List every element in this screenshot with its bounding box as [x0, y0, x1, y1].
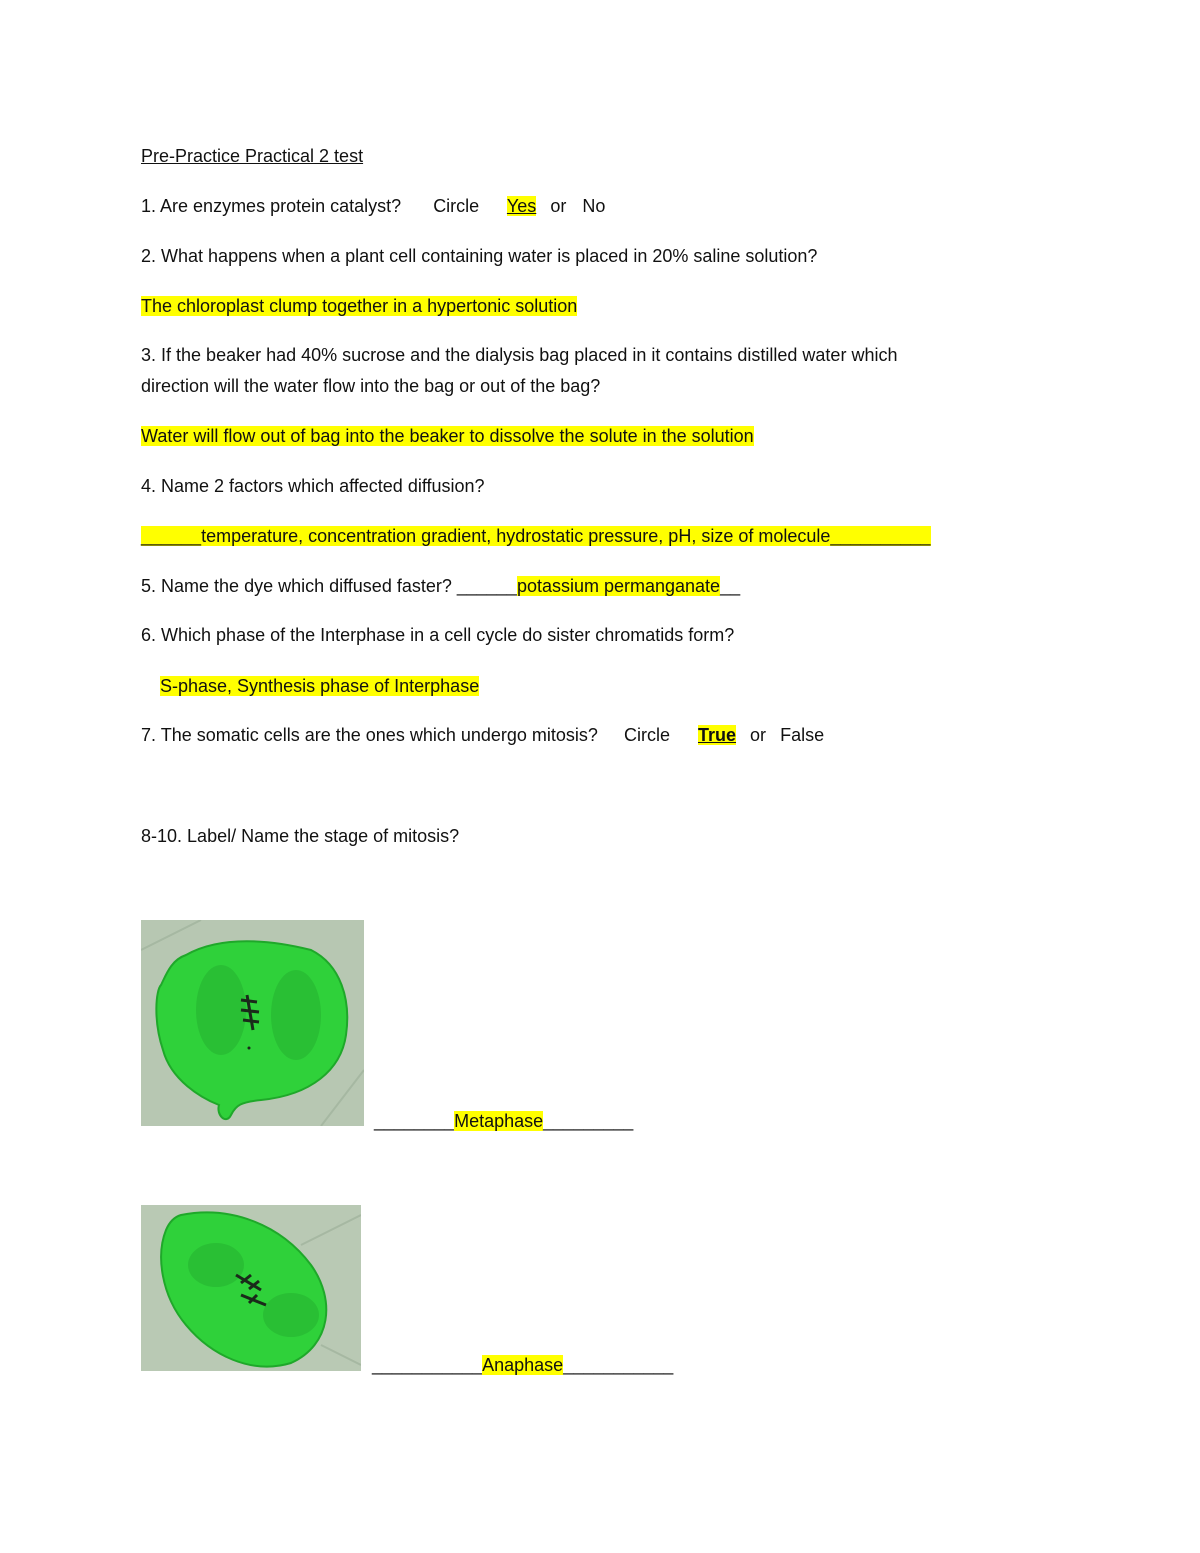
question-3 — [141, 343, 897, 367]
question-number: 5. — [141, 576, 157, 596]
question-3-answer — [141, 424, 754, 448]
answer-text: The chloroplast clump together in a hypertonic solution — [141, 296, 578, 316]
question-1 — [141, 194, 605, 218]
question-4-answer — [141, 524, 931, 548]
answer-text: Anaphase — [482, 1355, 564, 1375]
question-text: Which phase of the Interphase in a cell cycle do sister chromatids form? — [161, 625, 735, 645]
anaphase-cell-drawing — [141, 1205, 361, 1371]
or-label: or — [750, 725, 767, 745]
answer-true: True — [698, 725, 737, 745]
question-number: 1. — [141, 196, 157, 216]
question-6-answer — [160, 674, 479, 698]
question-text-line1: If the beaker had 40% sucrose and the dialysis bag placed in it contains distilled water which — [161, 345, 898, 365]
circle-label: Circle — [433, 196, 480, 216]
anaphase-answer-line — [372, 1353, 673, 1377]
question-number: 3. — [141, 345, 157, 365]
question-number: 6. — [141, 625, 157, 645]
question-number: 8-10. — [141, 826, 183, 846]
question-7 — [141, 723, 824, 747]
question-2-answer — [141, 294, 577, 318]
question-text: Are enzymes protein catalyst? — [160, 196, 402, 216]
question-number: 7. — [141, 725, 157, 745]
question-5 — [141, 574, 740, 598]
page-title: Pre-Practice Practical 2 test — [141, 146, 364, 166]
question-number: 4. — [141, 476, 157, 496]
answer-text: Metaphase — [454, 1111, 544, 1131]
question-8-10 — [141, 824, 459, 848]
circle-label: Circle — [623, 725, 670, 745]
metaphase-cell-image — [141, 920, 364, 1126]
metaphase-answer-line — [374, 1109, 633, 1133]
question-6 — [141, 623, 734, 647]
blank-pre: ________ — [374, 1111, 455, 1131]
metaphase-cell-drawing — [141, 920, 364, 1126]
option-false: False — [780, 725, 825, 745]
answer-text: Water will flow out of bag into the beaker to dissolve the solute in the solution — [141, 426, 754, 446]
question-4 — [141, 474, 485, 498]
blank-post: _________ — [543, 1111, 634, 1131]
answer-text: potassium permanganate — [516, 576, 721, 596]
or-label: or — [550, 196, 567, 216]
answer-trail: __ — [720, 576, 741, 596]
question-text: What happens when a plant cell containing water is placed in 20% saline solution? — [161, 246, 818, 266]
blank-pre: ___________ — [372, 1355, 483, 1375]
question-text: Label/ Name the stage of mitosis? — [187, 826, 460, 846]
question-text: Name 2 factors which affected diffusion? — [161, 476, 485, 496]
question-number: 2. — [141, 246, 157, 266]
question-text-line2: direction will the water flow into the bag or out of the bag? — [141, 376, 601, 396]
answer-yes: Yes — [506, 196, 537, 216]
question-text: Name the dye which diffused faster? ______ — [161, 576, 517, 596]
question-text: The somatic cells are the ones which undergo mitosis? — [160, 725, 598, 745]
question-2 — [141, 244, 817, 268]
answer-text: ______temperature, concentration gradient, hydrostatic pressure, pH, size of molecule__________ — [141, 526, 931, 546]
blank-post: ___________ — [563, 1355, 674, 1375]
anaphase-cell-image — [141, 1205, 361, 1371]
question-3-line2 — [141, 374, 600, 398]
answer-text: S-phase, Synthesis phase of Interphase — [160, 676, 480, 696]
option-no: No — [582, 196, 606, 216]
